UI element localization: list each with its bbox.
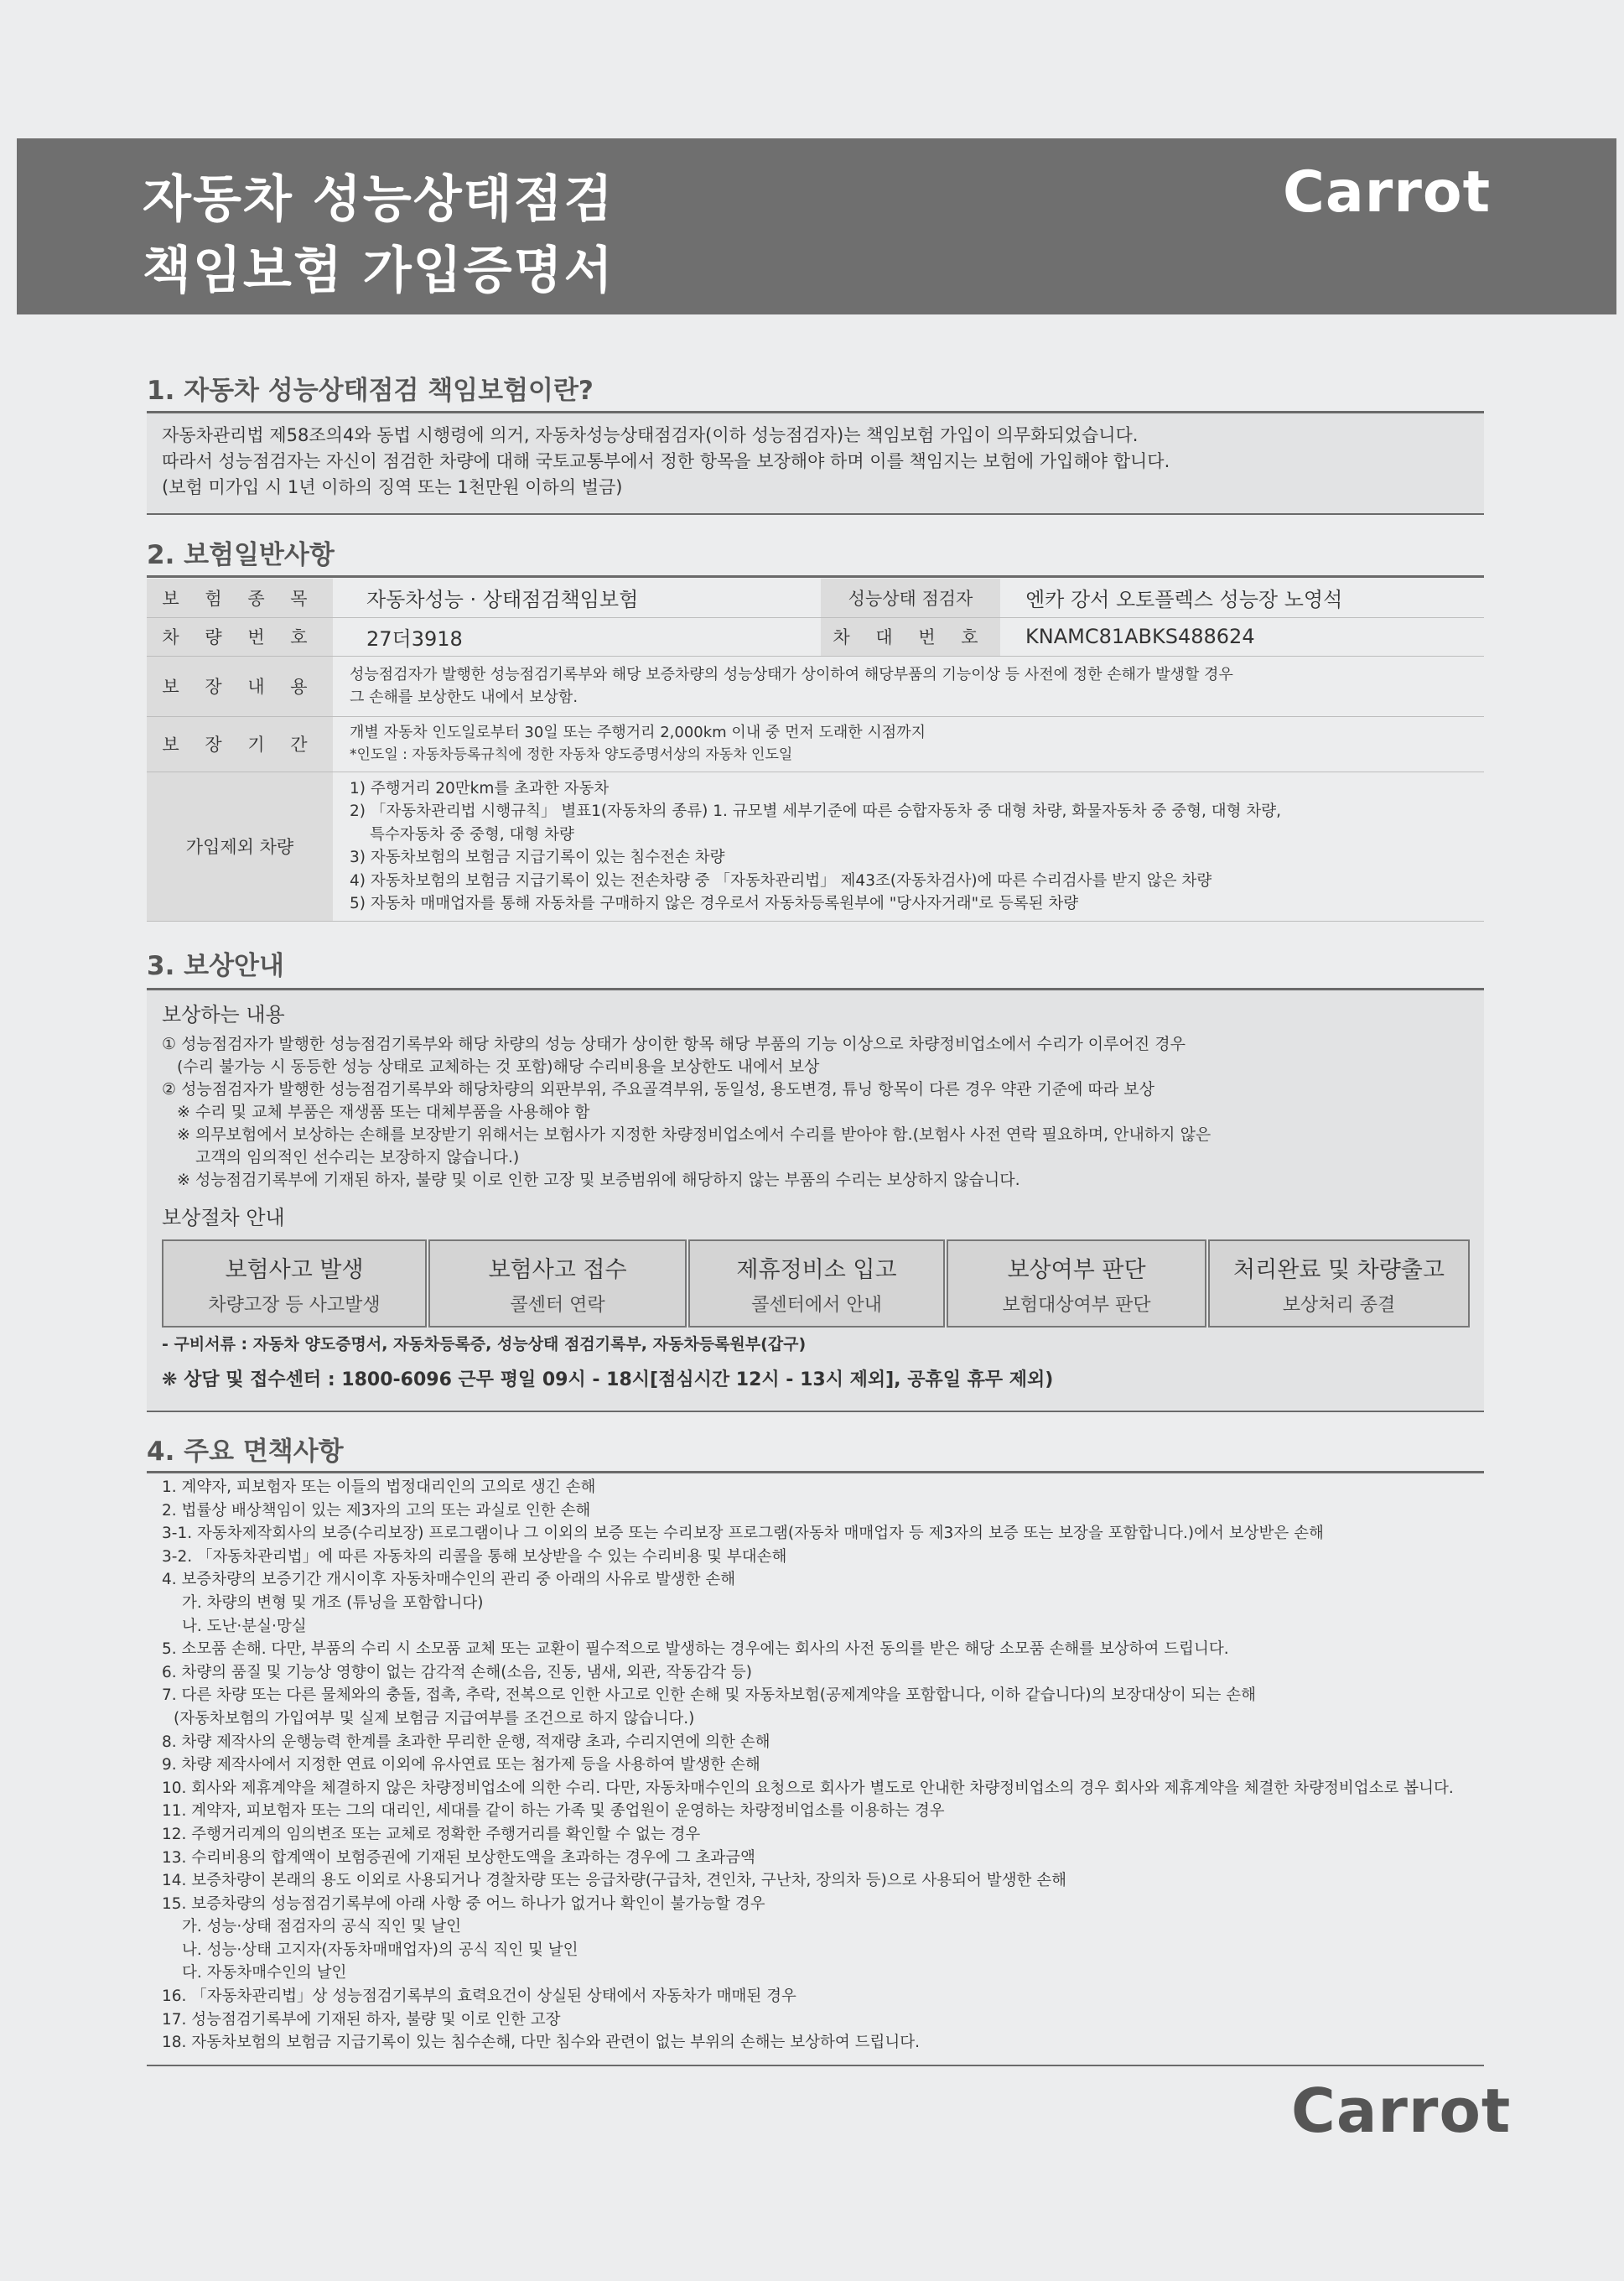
list-item: 2. 법률상 배상책임이 있는 제3자의 고의 또는 과실로 인한 손해 <box>162 1501 591 1520</box>
excluded-line: 특수자동차 중 중형, 대형 차량 <box>370 825 574 844</box>
coverage-value <box>333 656 1484 716</box>
step-5 <box>1208 1239 1470 1328</box>
vin-value: KNAMC81ABKS488624 <box>1000 617 1484 656</box>
list-item: 나. 도난·분실·망실 <box>182 1617 307 1635</box>
excluded-line: 3) 자동차보험의 보험금 지급기록이 있는 침수전손 차량 <box>350 849 725 866</box>
section1-line: 따라서 성능점검자는 자신이 점검한 차량에 대해 국토교통부에서 정한 항목을 보장해야 하며 이를 책임지는 보험에 가입해야 합니다. <box>162 451 1170 471</box>
list-item: 3-2. 「자동차관리법」에 따른 자동차의 리콜을 통해 보상받을 수 있는 수리비용 및 부대손해 <box>162 1547 787 1566</box>
list-item: 가. 차량의 변형 및 개조 (튜닝을 포함합니다) <box>182 1593 484 1612</box>
step-desc: 보상처리 종결 <box>1282 1295 1396 1316</box>
list-item: 9. 차량 제작사에서 지정한 연료 이외에 유사연료 또는 첨가제 등을 사용하여 발생한 손해 <box>162 1756 760 1774</box>
list-item: 13. 수리비용의 합계액이 보험증권에 기재된 보상한도액을 초과하는 경우에 그 초과금액 <box>162 1848 755 1867</box>
coverage-items <box>162 1033 1211 1192</box>
list-item: 14. 보증차량이 본래의 용도 이외로 사용되거나 경찰차량 또는 응급차량(구급차, 견인차, 구난차, 장의차 등)으로 사용되어 발생한 손해 <box>162 1872 1067 1890</box>
section1-line: (보험 미가입 시 1년 이하의 징역 또는 1천만원 이하의 벌금) <box>162 477 623 497</box>
section1-line: 자동차관리법 제58조의4와 동법 시행령에 의거, 자동차성능상태점검자(이하 성능점검자)는 책임보험 가입이 의무화되었습니다. <box>162 425 1139 445</box>
carrot-logo: Carrot <box>1283 159 1492 226</box>
list-item: 3-1. 자동차제작회사의 보증(수리보장) 프로그램이나 그 이외의 보증 또는 수리보장 프로그램(자동차 매매업자 등 제3자의 보증 또는 보장을 포함합니다.)에서 보상받은 손해 <box>162 1525 1324 1543</box>
step-4 <box>947 1239 1206 1328</box>
insurance-info-table <box>147 579 1484 922</box>
step-desc: 콜센터 연락 <box>510 1295 605 1316</box>
document-title-line1: 자동차 성능상태점검 <box>143 170 615 229</box>
excluded-line: 4) 자동차보험의 보험금 지급기록이 있는 전손차량 중 「자동차관리법」 제43조(자동차검사)에 따른 수리검사를 받지 않은 차량 <box>350 871 1212 890</box>
step-desc: 보험대상여부 판단 <box>1002 1295 1151 1316</box>
plate-label: 차 량 번 호 <box>147 617 333 656</box>
list-item: (수리 불가능 시 동등한 성능 상태로 교체하는 것 포함)해당 수리비용을 보상한도 내에서 보상 <box>177 1057 820 1076</box>
list-item: 가. 성능·상태 점검자의 공식 직인 및 날인 <box>182 1918 461 1936</box>
table-row <box>147 617 1484 656</box>
insurance-type-value: 자동차성능 · 상태점검책임보험 <box>333 579 821 617</box>
period-line: *인도일 : 자동차등록규칙에 정한 자동차 양도증명서상의 자동차 인도일 <box>350 746 793 763</box>
section4-title: 4. 주요 면책사항 <box>147 1437 344 1467</box>
step-title: 보상여부 판단 <box>1007 1257 1146 1283</box>
step-3 <box>688 1239 945 1328</box>
step-title: 보험사고 접수 <box>488 1257 627 1283</box>
list-item: 7. 다른 차량 또는 다른 물체와의 충돌, 접촉, 추락, 전복으로 인한 사고로 인한 손해 및 자동차보험(공제계약을 포함합니다, 이하 같습니다)의 보장대상이 되는 손해 <box>162 1686 1256 1705</box>
inspector-label: 성능상태 점검자 <box>821 579 1000 617</box>
excluded-label: 가입제외 차량 <box>147 772 333 921</box>
list-item: 12. 주행거리계의 임의변조 또는 교체로 정확한 주행거리를 확인할 수 없는 경우 <box>162 1825 701 1843</box>
list-item: 10. 회사와 제휴계약을 체결하지 않은 차량정비업소에 의한 수리. 다만, 자동차매수인의 요청으로 회사가 별도로 안내한 차량정비업소의 경우 회사와 제휴계약을 체결한 차량정비업소로 봅니다. <box>162 1779 1454 1797</box>
contact-center: ❋ 상담 및 접수센터 : 1800-6096 근무 평일 09시 - 18시[점심시간 12시 - 13시 제외], 공휴일 휴무 제외) <box>162 1369 1054 1390</box>
table-row <box>147 579 1484 617</box>
list-item: 1. 계약자, 피보험자 또는 이들의 법정대리인의 고의로 생긴 손해 <box>162 1478 596 1496</box>
coverage-line: 성능점검자가 발행한 성능점검기록부와 해당 보증차량의 성능상태가 상이하여 해당부품의 기능이상 등 사전에 정한 손해가 발생할 경우 <box>350 666 1233 683</box>
coverage-line: 그 손해를 보상한도 내에서 보상함. <box>350 688 579 706</box>
list-item: 다. 자동차매수인의 날인 <box>182 1964 347 1982</box>
vin-label: 차 대 번 호 <box>821 617 1000 656</box>
inspector-value: 엔카 강서 오토플렉스 성능장 노영석 <box>1000 579 1484 617</box>
step-1 <box>162 1239 427 1328</box>
step-desc: 차량고장 등 사고발생 <box>208 1295 381 1316</box>
period-line: 개별 자동차 인도일로부터 30일 또는 주행거리 2,000km 이내 중 먼저 도래한 시점까지 <box>350 724 926 741</box>
section1-body <box>162 423 1170 501</box>
table-row <box>147 772 1484 921</box>
list-item: 11. 계약자, 피보험자 또는 그의 대리인, 세대를 같이 하는 가족 및 종업원이 운영하는 차량정비업소를 이용하는 경우 <box>162 1802 945 1821</box>
step-title: 처리완료 및 차량출고 <box>1233 1257 1445 1283</box>
excluded-line: 5) 자동차 매매업자를 통해 자동차를 구매하지 않은 경우로서 자동차등록원부에 "당사자거래"로 등록된 차량 <box>350 895 1079 912</box>
insurance-type-label: 보 험 종 목 <box>147 579 333 617</box>
list-item: 나. 성능·상태 고지자(자동차매매업자)의 공식 직인 및 날인 <box>182 1941 579 1959</box>
table-row <box>147 716 1484 772</box>
required-documents: - 구비서류 : 자동차 양도증명서, 자동차등록증, 성능상태 점검기록부, 자동차등록원부(갑구) <box>162 1335 807 1354</box>
section1-title: 1. 자동차 성능상태점검 책임보험이란? <box>147 376 594 406</box>
excluded-line: 2) 「자동차관리법 시행규칙」 별표1(자동차의 종류) 1. 규모별 세부기준에 따른 승합자동차 중 대형 차량, 화물자동차 중 중형, 대형 차량, <box>350 803 1282 820</box>
list-item: 17. 성능점검기록부에 기재된 하자, 불량 및 이로 인한 고장 <box>162 2010 561 2029</box>
list-item: 16. 「자동차관리법」상 성능점검기록부의 효력요건이 상실된 상태에서 자동차가 매매된 경우 <box>162 1987 796 2006</box>
period-label: 보 장 기 간 <box>147 716 333 772</box>
step-title: 보험사고 발생 <box>225 1257 364 1283</box>
list-item: ② 성능점검자가 발행한 성능점검기록부와 해당차량의 외판부위, 주요골격부위, 동일성, 용도변경, 튜닝 항목이 다른 경우 약관 기준에 따라 보상 <box>162 1080 1155 1099</box>
list-item: 고객의 임의적인 선수리는 보장하지 않습니다.) <box>195 1148 520 1166</box>
list-item: ① 성능점검자가 발행한 성능점검기록부와 해당 차량의 성능 상태가 상이한 항목 해당 부품의 기능 이상으로 차량정비업소에서 수리가 이루어진 경우 <box>162 1035 1186 1053</box>
plate-value: 27더3918 <box>333 617 821 656</box>
exemption-items <box>162 1476 1454 2055</box>
coverage-label: 보 장 내 용 <box>147 656 333 716</box>
section3-title: 3. 보상안내 <box>147 951 284 981</box>
procedure-steps <box>162 1239 1470 1328</box>
list-item: 6. 차량의 품질 및 기능상 영향이 없는 감각적 손해(소음, 진동, 냄새, 외관, 작동감각 등) <box>162 1663 752 1681</box>
document-title-line2: 책임보험 가입증명서 <box>143 242 615 300</box>
excluded-line: 1) 주행거리 20만km를 초과한 자동차 <box>350 779 610 798</box>
table-row <box>147 656 1484 716</box>
coverage-subtitle: 보상하는 내용 <box>162 1003 285 1026</box>
procedure-subtitle: 보상절차 안내 <box>162 1206 285 1229</box>
list-item: ※ 수리 및 교체 부품은 재생품 또는 대체부품을 사용해야 함 <box>177 1103 590 1121</box>
list-item: (자동차보험의 가입여부 및 실제 보험금 지급여부를 조건으로 하지 않습니다.) <box>174 1709 695 1728</box>
carrot-logo-footer: Carrot <box>1291 2076 1512 2146</box>
excluded-value <box>333 772 1484 921</box>
period-value <box>333 716 1484 772</box>
step-2 <box>428 1239 687 1328</box>
list-item: 15. 보증차량의 성능점검기록부에 아래 사항 중 어느 하나가 없거나 확인이 불가능할 경우 <box>162 1894 765 1913</box>
list-item: ※ 의무보험에서 보상하는 손해를 보장받기 위해서는 보험사가 지정한 차량정비업소에서 수리를 받아야 함.(보험사 사전 연락 필요하며, 안내하지 않은 <box>177 1125 1212 1144</box>
section2-title: 2. 보험일반사항 <box>147 540 335 570</box>
list-item: 18. 자동차보험의 보험금 지급기록이 있는 침수손해, 다만 침수와 관련이 없는 부위의 손해는 보상하여 드립니다. <box>162 2034 920 2052</box>
list-item: ※ 성능점검기록부에 기재된 하자, 불량 및 이로 인한 고장 및 보증범위에 해당하지 않는 부품의 수리는 보상하지 않습니다. <box>177 1171 1020 1189</box>
step-title: 제휴정비소 입고 <box>736 1257 897 1283</box>
list-item: 5. 소모품 손해. 다만, 부품의 수리 시 소모품 교체 또는 교환이 필수적으로 발생하는 경우에는 회사의 사전 동의를 받은 해당 소모품 손해를 보상하여 드립니다. <box>162 1640 1229 1659</box>
list-item: 8. 차량 제작사의 운행능력 한계를 초과한 무리한 운행, 적재량 초과, 수리지연에 의한 손해 <box>162 1733 770 1751</box>
step-desc: 콜센터에서 안내 <box>751 1295 882 1316</box>
list-item: 4. 보증차량의 보증기간 개시이후 자동차매수인의 관리 중 아래의 사유로 발생한 손해 <box>162 1571 736 1589</box>
